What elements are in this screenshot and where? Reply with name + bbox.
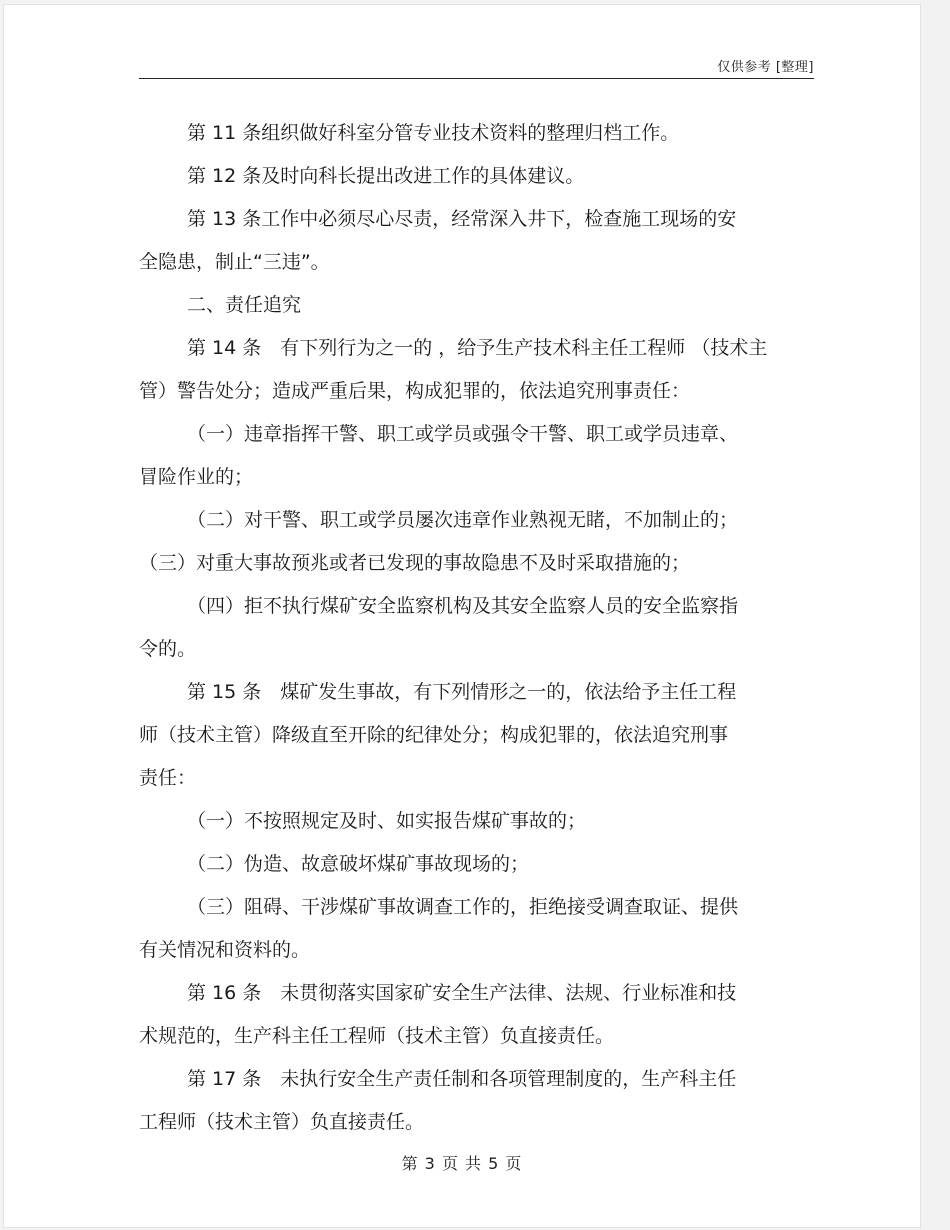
- paragraph-article-15: 第 15 条 煤矿发生事故，有下列情形之一的，依法给予主任工程: [187, 681, 737, 703]
- list-item-14-3: （三）对重大事故预兆或者已发现的事故隐患不及时采取措施的；: [139, 552, 691, 574]
- list-item-14-4: （四）拒不执行煤矿安全监察机构及其安全监察人员的安全监察指: [187, 595, 739, 617]
- list-item-14-2: （二）对干警、职工或学员屡次违章作业熟视无睹，不加制止的；: [187, 509, 739, 531]
- page-header: [139, 54, 814, 79]
- list-item-15-3: （三）阻碍、干涉煤矿事故调查工作的，拒绝接受调查取证、提供: [187, 896, 739, 918]
- paragraph-article-17-cont: 工程师（技术主管）负直接责任。: [139, 1111, 425, 1133]
- paragraph-article-14-cont: 管）警告处分；造成严重后果，构成犯罪的，依法追究刑事责任：: [139, 380, 691, 402]
- list-item-14-1: （一）违章指挥干警、职工或学员或强令干警、职工或学员违章、: [187, 423, 739, 445]
- paragraph-article-17: 第 17 条 未执行安全生产责任制和各项管理制度的，生产科主任: [187, 1068, 737, 1090]
- paragraph-article-13-cont: 全隐患，制止“三违”。: [139, 251, 330, 273]
- paragraph-article-15-cont: 师（技术主管）降级直至开除的纪律处分；构成犯罪的，依法追究刑事: [139, 724, 729, 746]
- list-item-14-1-cont: 冒险作业的；: [139, 466, 254, 488]
- document-page: [3, 4, 921, 1228]
- paragraph-article-14: 第 14 条 有下列行为之一的 ，给予生产技术科主任工程师 （技术主: [187, 337, 768, 359]
- paragraph-article-16-cont: 术规范的，生产科主任工程师（技术主管）负直接责任。: [139, 1025, 615, 1047]
- list-item-15-3-cont: 有关情况和资料的。: [139, 939, 311, 961]
- section-heading: 二、责任追究: [187, 294, 302, 316]
- paragraph-article-15-cont2: 责任：: [139, 767, 197, 789]
- paragraph-article-11: 第 11 条组织做好科室分管专业技术资料的整理归档工作。: [187, 122, 680, 144]
- paragraph-article-13: 第 13 条工作中必须尽心尽责，经常深入井下，检查施工现场的安: [187, 208, 737, 230]
- page-footer: 第 3 页 共 5 页: [401, 1154, 523, 1173]
- paragraph-article-12: 第 12 条及时向科长提出改进工作的具体建议。: [187, 165, 585, 187]
- paragraph-article-16: 第 16 条 未贯彻落实国家矿安全生产法律、法规、行业标准和技: [187, 982, 737, 1004]
- list-item-14-4-cont: 令的。: [139, 638, 197, 660]
- list-item-15-2: （二）伪造、故意破坏煤矿事故现场的；: [187, 853, 530, 875]
- list-item-15-1: （一）不按照规定及时、如实报告煤矿事故的；: [187, 810, 587, 832]
- header-text: 仅供参考 [整理]: [717, 60, 814, 75]
- document-body: [139, 112, 819, 1144]
